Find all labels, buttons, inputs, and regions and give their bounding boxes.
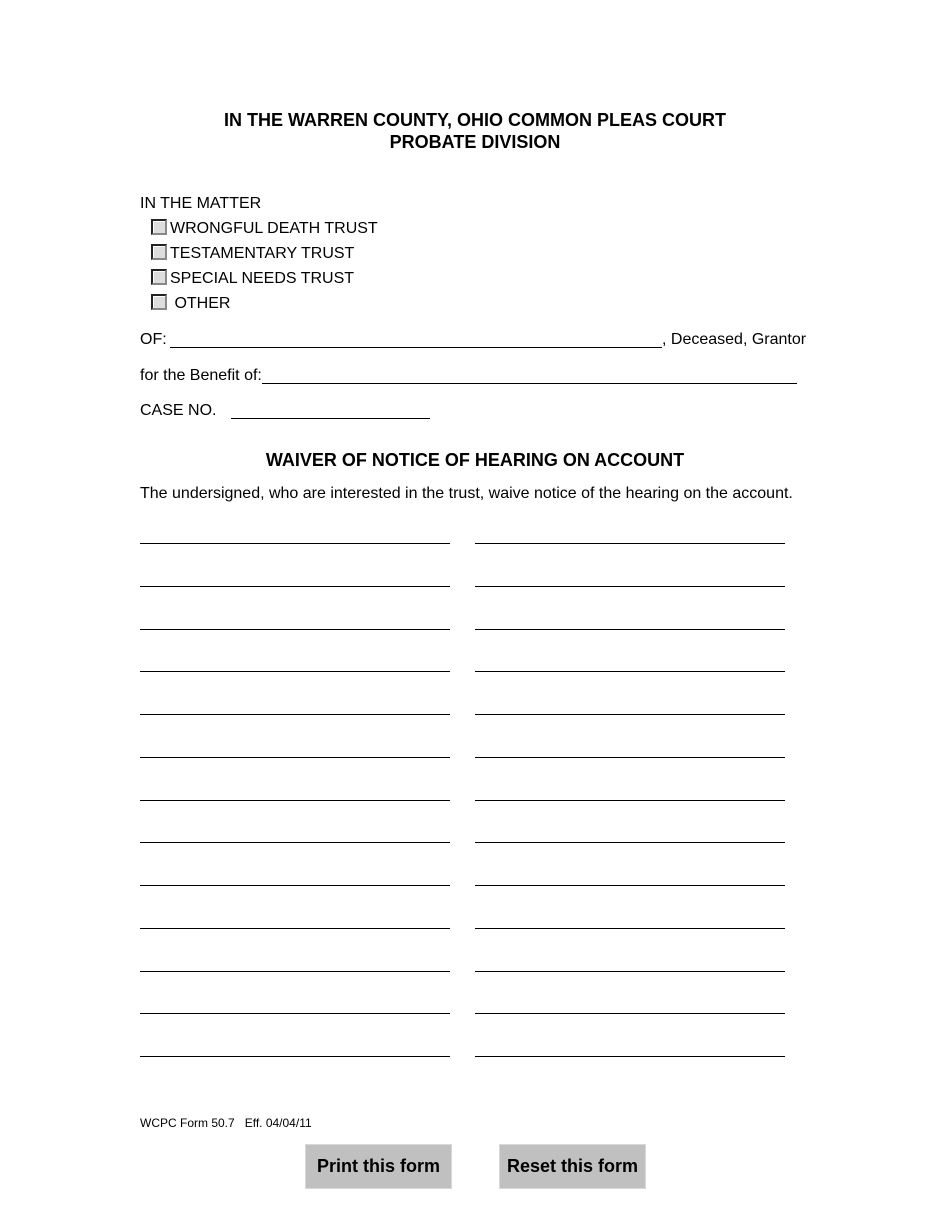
checkbox-wrongful-death[interactable]	[151, 219, 378, 238]
signature-line-right[interactable]	[475, 1013, 785, 1014]
checkbox-icon[interactable]	[151, 269, 167, 285]
case-no-label: CASE NO.	[140, 402, 217, 419]
option-label: OTHER	[174, 295, 231, 312]
signature-line-left[interactable]	[140, 586, 450, 587]
signature-line-right[interactable]	[475, 757, 785, 758]
signature-line-left[interactable]	[140, 971, 450, 972]
print-form-button[interactable]: Print this form	[305, 1144, 452, 1189]
signature-line-left[interactable]	[140, 1056, 450, 1057]
option-label: SPECIAL NEEDS TRUST	[170, 270, 355, 287]
effective-date: Eff. 04/04/11	[244, 1116, 312, 1130]
of-name-field[interactable]	[170, 347, 662, 348]
signature-line-left[interactable]	[140, 671, 450, 672]
signature-line-left[interactable]	[140, 629, 450, 630]
checkbox-icon[interactable]	[151, 219, 167, 235]
checkbox-testamentary[interactable]	[151, 244, 354, 263]
checkbox-other[interactable]	[151, 294, 230, 313]
signature-line-right[interactable]	[475, 586, 785, 587]
signature-line-right[interactable]	[475, 714, 785, 715]
of-label: OF:	[140, 331, 167, 348]
signature-line-right[interactable]	[475, 842, 785, 843]
benefit-field[interactable]	[262, 383, 797, 384]
benefit-label: for the Benefit of:	[140, 367, 262, 384]
case-no-field[interactable]	[231, 418, 430, 419]
form-title: WAIVER OF NOTICE OF HEARING ON ACCOUNT	[265, 450, 685, 470]
signature-line-left[interactable]	[140, 543, 450, 544]
court-heading: IN THE WARREN COUNTY, OHIO COMMON PLEAS COURT	[223, 110, 726, 130]
signature-line-left[interactable]	[140, 800, 450, 801]
signature-line-right[interactable]	[475, 543, 785, 544]
signature-line-left[interactable]	[140, 885, 450, 886]
signature-line-left[interactable]	[140, 714, 450, 715]
division-heading: PROBATE DIVISION	[389, 132, 561, 152]
checkbox-icon[interactable]	[151, 294, 167, 310]
signature-line-right[interactable]	[475, 885, 785, 886]
signature-line-left[interactable]	[140, 928, 450, 929]
option-label: WRONGFUL DEATH TRUST	[170, 220, 378, 237]
option-label: TESTAMENTARY TRUST	[170, 245, 355, 262]
signature-line-right[interactable]	[475, 671, 785, 672]
signature-line-left[interactable]	[140, 1013, 450, 1014]
signature-line-right[interactable]	[475, 1056, 785, 1057]
signature-line-right[interactable]	[475, 971, 785, 972]
checkbox-special-needs[interactable]	[151, 269, 354, 288]
form-number: WCPC Form 50.7	[140, 1116, 235, 1130]
reset-form-button[interactable]: Reset this form	[499, 1144, 646, 1189]
waiver-statement: The undersigned, who are interested in the trust, waive notice of the hearing on the account.	[140, 485, 793, 502]
matter-label: IN THE MATTER	[140, 195, 262, 212]
signature-line-left[interactable]	[140, 842, 450, 843]
deceased-grantor-label: , Deceased, Grantor	[662, 331, 807, 348]
signature-line-right[interactable]	[475, 800, 785, 801]
signature-line-left[interactable]	[140, 757, 450, 758]
checkbox-icon[interactable]	[151, 244, 167, 260]
signature-line-right[interactable]	[475, 629, 785, 630]
form-footer	[140, 1116, 312, 1130]
signature-line-right[interactable]	[475, 928, 785, 929]
